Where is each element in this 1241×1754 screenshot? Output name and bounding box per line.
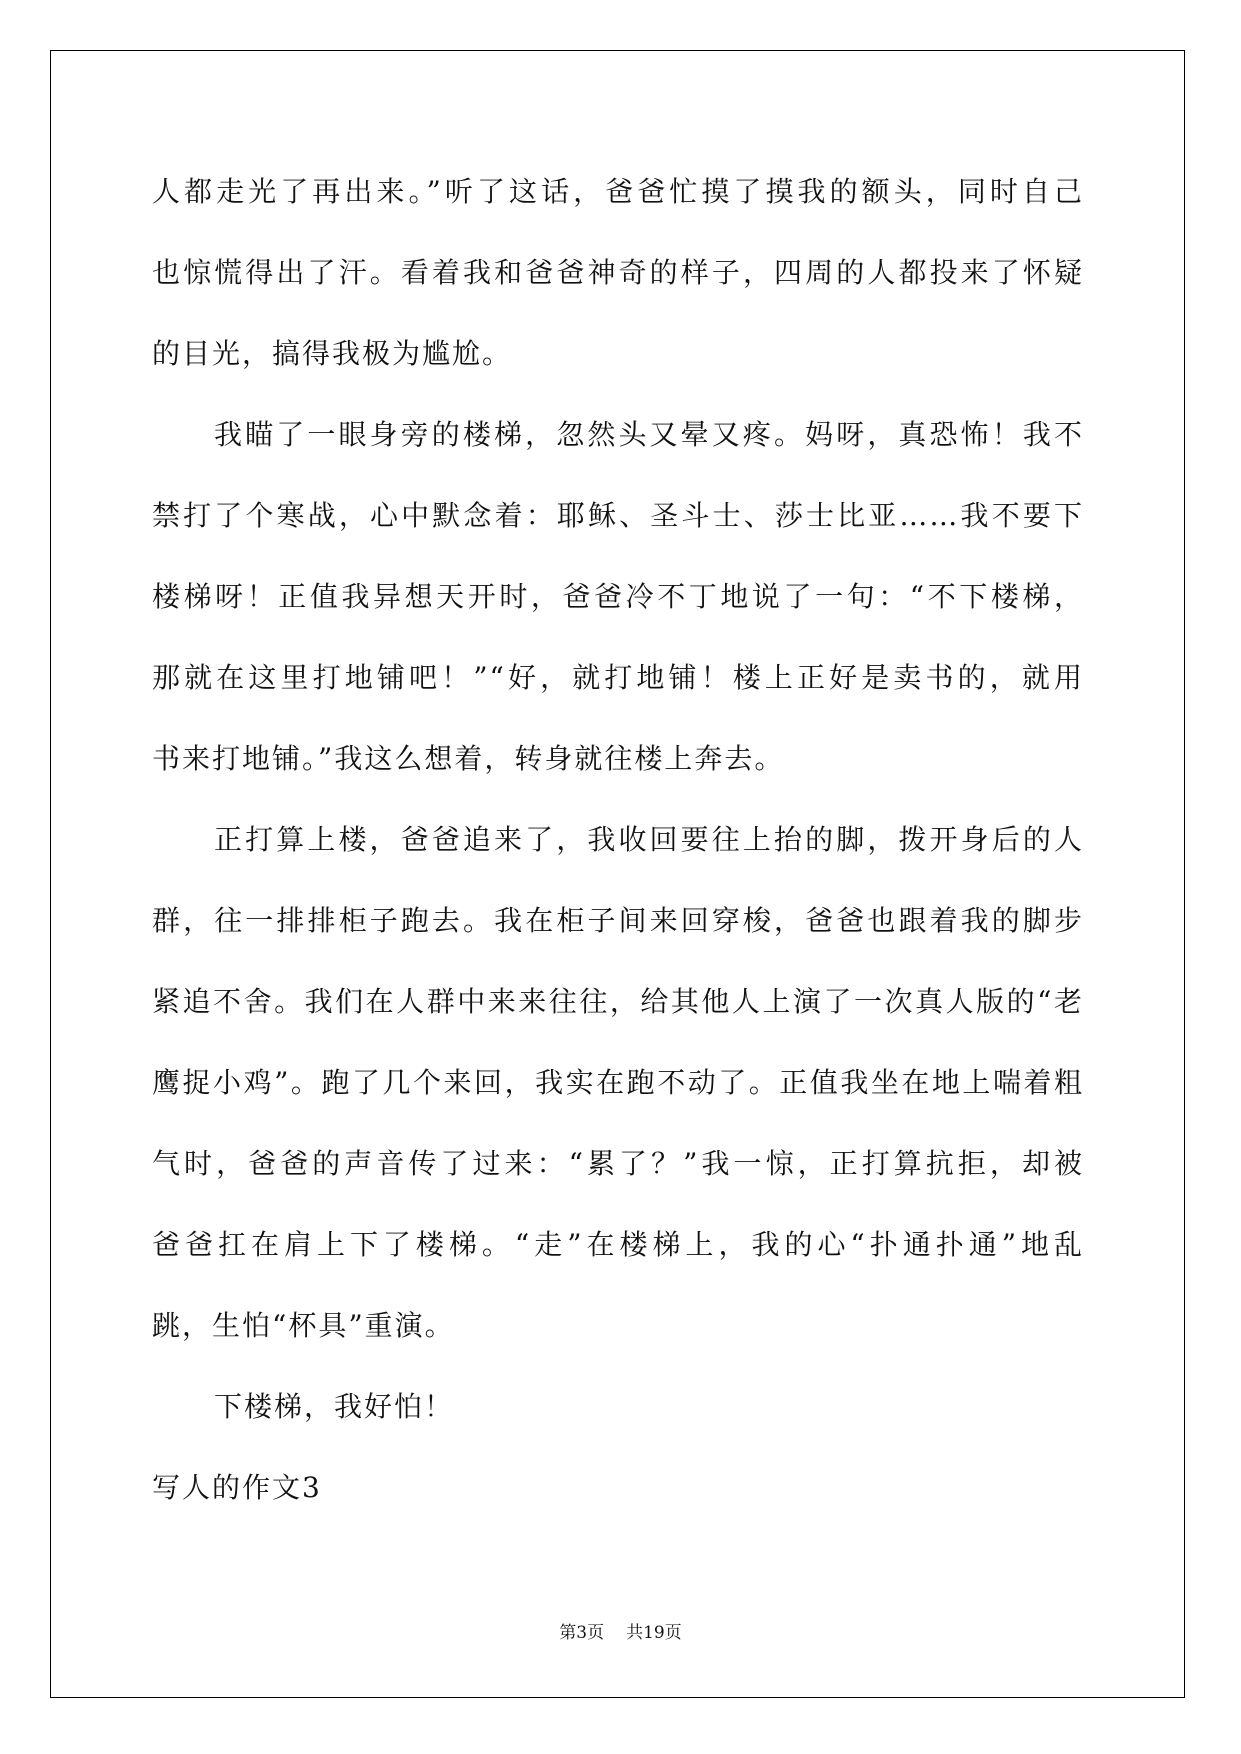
text-line: 紧追不舍。我们在人群中来来往往，给其他人上演了一次真人版的“老 (152, 985, 1084, 1018)
text-line: 气时，爸爸的声音传了过来：“累了？”我一惊，正打算抗拒，却被 (152, 1147, 1084, 1180)
paragraph (152, 151, 1084, 394)
page-total: 共19页 (626, 1623, 682, 1643)
text-line: 也惊慌得出了汗。看着我和爸爸神奇的样子，四周的人都投来了怀疑 (152, 256, 1084, 289)
paragraph (152, 799, 1084, 1366)
paragraph (152, 1366, 1084, 1447)
paragraph (152, 394, 1084, 799)
page-footer (0, 1618, 1241, 1648)
text-line: 的目光，搞得我极为尴尬。 (152, 337, 513, 370)
text-line: 下楼梯，我好怕！ (214, 1390, 455, 1423)
text-line: 正打算上楼，爸爸追来了，我收回要往上抬的脚，拨开身后的人 (214, 823, 1084, 856)
text-line: 群，往一排排柜子跑去。我在柜子间来回穿梭，爸爸也跟着我的脚步 (152, 904, 1084, 937)
text-line: 楼梯呀！正值我异想天开时，爸爸冷不丁地说了一句：“不下楼梯， (152, 580, 1084, 613)
page-number: 第3页 (559, 1623, 605, 1643)
document-body (152, 151, 1084, 1528)
text-line: 鹰捉小鸡”。跑了几个来回，我实在跑不动了。正值我坐在地上喘着粗 (152, 1066, 1084, 1099)
text-line: 那就在这里打地铺吧！”“好，就打地铺！楼上正好是卖书的，就用 (152, 661, 1084, 694)
text-line: 禁打了个寒战，心中默念着：耶稣、圣斗士、莎士比亚……我不要下 (152, 499, 1084, 532)
text-line: 我瞄了一眼身旁的楼梯，忽然头又晕又疼。妈呀，真恐怖！我不 (214, 418, 1084, 451)
text-line: 爸爸扛在肩上下了楼梯。“走”在楼梯上，我的心“扑通扑通”地乱 (152, 1228, 1084, 1261)
text-line: 人都走光了再出来。”听了这话，爸爸忙摸了摸我的额头，同时自己 (152, 175, 1084, 208)
text-line: 跳，生怕“杯具”重演。 (152, 1309, 455, 1342)
section-heading: 写人的作文3 (152, 1471, 322, 1504)
text-line: 书来打地铺。”我这么想着，转身就往楼上奔去。 (152, 742, 785, 775)
